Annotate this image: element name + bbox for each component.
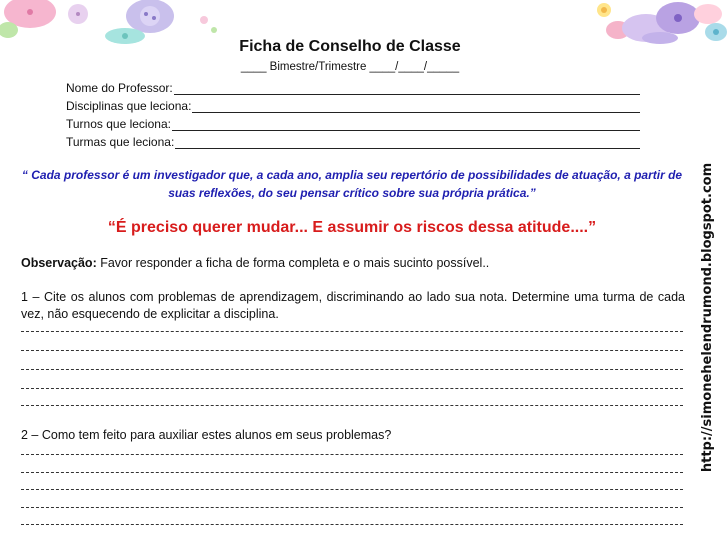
answer-line[interactable] [21,350,683,351]
question-1: 1 – Cite os alunos com problemas de aprendizagem, discriminando ao lado sua nota. Determine uma turma de cada vez, não esquecendo de explicitar a disciplina. [21,290,685,321]
answer-line[interactable] [21,454,683,455]
answer-line[interactable] [21,369,683,370]
observation [21,256,685,270]
teacher-quote: “ Cada professor é um investigador que, a cada ano, amplia seu repertório de possibilidades de atuação, a partir de suas reflexões, do seu pensar crítico sobre sua própria prática.” [21,168,683,200]
answer-line[interactable] [21,405,683,406]
blog-url-watermark [688,104,728,530]
answer-line[interactable] [21,524,683,525]
field-label: Turmas que leciona: [66,135,175,149]
field-label: Turnos que leciona: [66,117,171,131]
page-title: Ficha de Conselho de Classe [239,38,461,55]
answer-line[interactable] [21,472,683,473]
answer-line[interactable] [21,489,683,490]
shifts-field[interactable] [66,117,640,131]
blog-url-text: http://simonehelendrumond.blogspot.com [700,162,716,472]
period-line: ____ Bimestre/Trimestre ____/____/_____ [240,61,460,73]
field-label: Nome do Professor: [66,81,173,95]
question-2: 2 – Como tem feito para auxiliar estes alunos em seus problemas? [21,428,392,442]
change-quote: “É preciso querer mudar... E assumir os riscos dessa atitude....” [107,219,597,236]
field-line[interactable] [174,83,640,95]
field-line[interactable] [192,101,640,113]
classes-field[interactable] [66,135,640,149]
professor-name-field[interactable] [66,81,640,95]
answer-line[interactable] [21,388,683,389]
answer-line[interactable] [21,331,683,332]
field-label: Disciplinas que leciona: [66,99,192,113]
observation-label: Observação: [21,256,97,270]
field-line[interactable] [175,137,640,149]
observation-text: Favor responder a ficha de forma completa e o mais sucinto possível.. [96,256,490,270]
disciplines-field[interactable] [66,99,640,113]
answer-line[interactable] [21,507,683,508]
field-line[interactable] [172,119,640,131]
